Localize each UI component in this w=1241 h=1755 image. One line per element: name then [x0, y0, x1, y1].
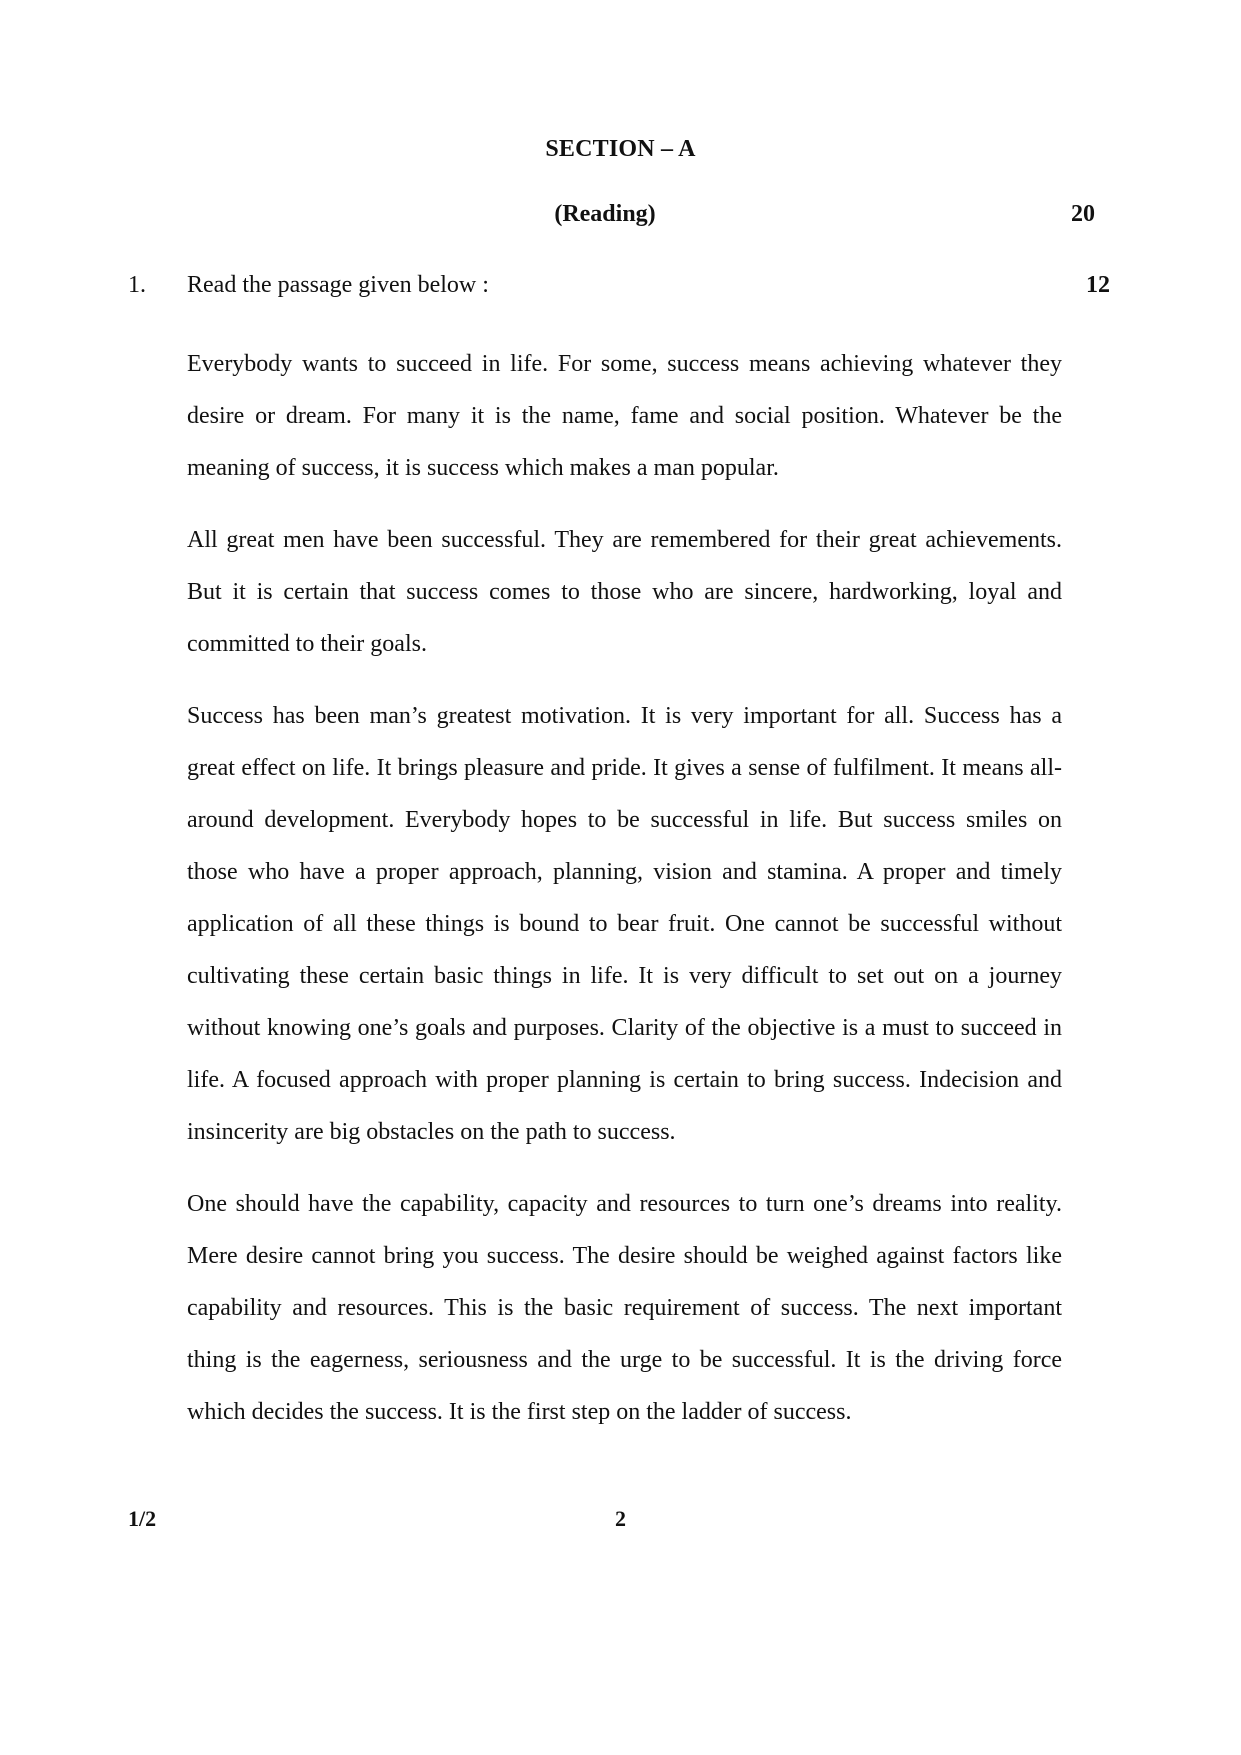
- question-marks: 12: [1086, 272, 1110, 298]
- page-number: 2: [615, 1506, 626, 1531]
- question-row: [0, 272, 1241, 304]
- reading-passage: [187, 338, 1062, 1458]
- section-subtitle: (Reading): [554, 201, 656, 227]
- passage-paragraph: Success has been man’s greatest motivation. It is very important for all. Success has a great effect on life. It brings pleasure and pride. It gives a sense of fulfilment. It means all-around development. Everybody hopes to be successful in life. But success smiles on those who have a proper approach, planning, vision and stamina. A proper and timely application of all these things is bound to bear fruit. One cannot be successful without cultivating these certain basic things in life. It is very difficult to set out on a journey without knowing one’s goals and purposes. Clarity of the objective is a must to succeed in life. A focused approach with proper planning is certain to bring success. Indecision and insincerity are big obstacles on the path to success.: [187, 703, 1062, 1145]
- passage-paragraph: One should have the capability, capacity and resources to turn one’s dreams into reality. Mere desire cannot bring you success. The desire should be weighed against factors like capability and resources. This is the basic requirement of success. The next important thing is the eagerness, seriousness and the urge to be successful. It is the driving force which decides the success. It is the first step on the ladder of success.: [187, 1191, 1062, 1425]
- paper-code: 1/2: [128, 1506, 157, 1531]
- passage-paragraph: All great men have been successful. They are remembered for their great achievements. But it is certain that success comes to those who are sincere, hardworking, loyal and committed to their goals.: [187, 527, 1062, 657]
- section-subtitle-row: [0, 201, 1241, 233]
- passage-paragraph: Everybody wants to succeed in life. For some, success means achieving whatever they desire or dream. For many it is the name, fame and social position. Whatever be the meaning of success, it is success which makes a man popular.: [187, 351, 1062, 481]
- question-text: Read the passage given below :: [187, 272, 489, 298]
- question-number: 1.: [128, 272, 146, 298]
- section-marks: 20: [1071, 201, 1095, 227]
- section-title: SECTION – A: [545, 136, 696, 162]
